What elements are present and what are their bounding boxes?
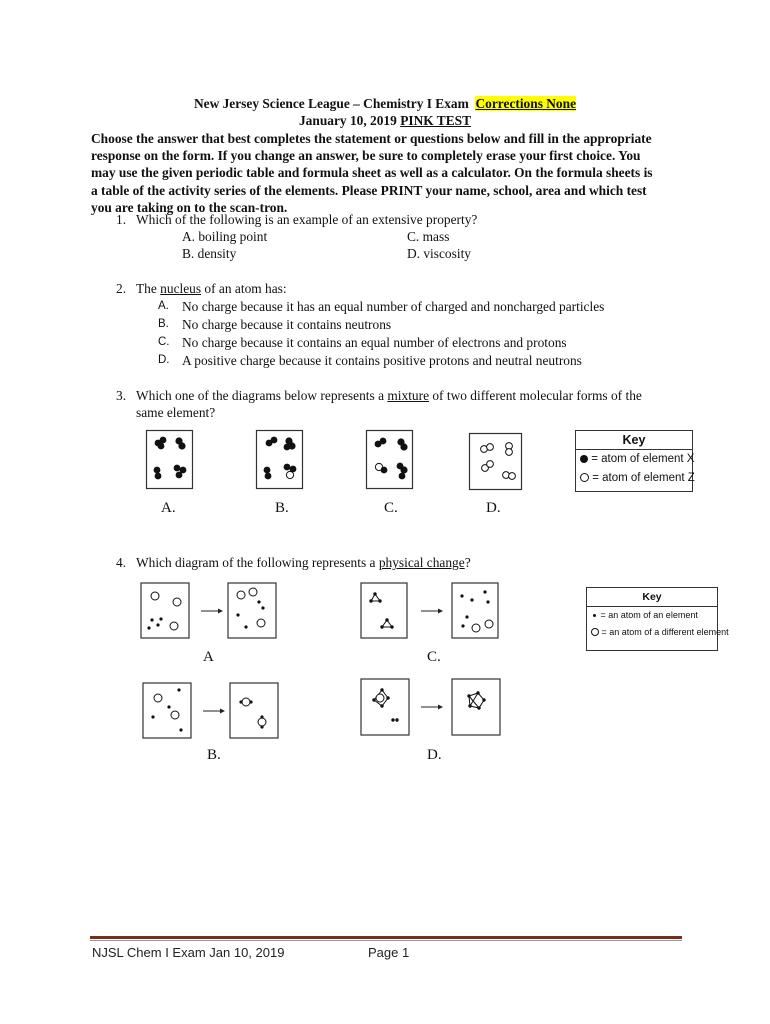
question-text-pre: The xyxy=(136,281,161,296)
diagram-q4-d xyxy=(360,678,502,740)
diagram-label: D. xyxy=(486,500,501,516)
test-color: PINK TEST xyxy=(400,113,472,128)
diagram-q4-a xyxy=(140,582,280,642)
option-letter: D. xyxy=(158,354,170,366)
question-text-pre: Which one of the diagrams below represents a xyxy=(136,388,388,403)
key-row xyxy=(587,624,729,641)
instructions-line: Choose the answer that best completes the statement or questions below and fill in the appropriate xyxy=(91,131,652,146)
option-d: D. viscosity xyxy=(407,246,471,261)
footer-rule-thin xyxy=(90,940,682,941)
key-title: Key xyxy=(576,431,692,450)
question-text-line2: same element? xyxy=(136,405,216,420)
question-text-post: of two different molecular forms of the xyxy=(429,388,642,403)
footer-left: NJSL Chem I Exam Jan 10, 2019 xyxy=(92,945,285,960)
option-text: A positive charge because it contains positive protons and neutral neutrons xyxy=(182,353,582,368)
option-b: B. density xyxy=(182,246,237,261)
key-row xyxy=(576,469,695,487)
key-z-text: = atom of element Z xyxy=(592,472,695,484)
question-text xyxy=(136,281,287,297)
diagram-q4-b xyxy=(142,682,282,742)
key-row xyxy=(587,607,717,624)
dot-icon xyxy=(593,614,596,617)
option-text: No charge because it has an equal number of charged and noncharged particles xyxy=(182,299,605,314)
diagram-label: B. xyxy=(275,500,289,516)
diagram-label: C. xyxy=(384,500,398,516)
diagram-label: A xyxy=(203,649,214,665)
instructions-line: may use the given periodic table and formula sheet as well as a calculator. On the formula sheets is xyxy=(91,165,653,181)
diagram-d xyxy=(469,433,523,491)
corrections-badge: Corrections None xyxy=(475,96,577,111)
footer-rule xyxy=(90,936,682,939)
key-title: Key xyxy=(587,588,717,607)
option-letter: A. xyxy=(158,300,169,312)
exam-date-line xyxy=(0,113,770,129)
option-text: No charge because it contains an equal number of electrons and protons xyxy=(182,335,567,350)
diagram-label: C. xyxy=(427,649,441,665)
diagram-c xyxy=(366,430,414,490)
question-text-post: of an atom has: xyxy=(201,281,287,296)
exam-title-text: New Jersey Science League – Chemistry I Exam xyxy=(193,96,469,111)
question-number: 3. xyxy=(116,388,127,403)
option-letter: C. xyxy=(158,336,170,348)
key-box xyxy=(586,587,729,651)
open-circle-icon xyxy=(591,628,599,636)
exam-date: January 10, 2019 xyxy=(298,113,397,128)
diagram-q4-c xyxy=(360,582,502,642)
open-circle-icon xyxy=(580,473,589,482)
exam-title xyxy=(0,96,770,112)
question-number: 1. xyxy=(116,212,127,227)
question-text xyxy=(136,555,471,571)
question-text xyxy=(136,388,642,404)
filled-circle-icon xyxy=(580,455,588,463)
instructions xyxy=(91,130,653,216)
option-text: No charge because it contains neutrons xyxy=(182,317,392,332)
question-number: 2. xyxy=(116,281,127,296)
question-term: mixture xyxy=(387,388,430,403)
diagram-label: A. xyxy=(161,500,176,516)
diagram-label: B. xyxy=(207,747,221,763)
key-circle-text: = an atom of a different element xyxy=(601,627,729,637)
question-text: Which of the following is an example of an extensive property? xyxy=(136,212,478,227)
question-term: nucleus xyxy=(160,281,202,296)
page-number: Page 1 xyxy=(368,945,410,960)
diagram-a xyxy=(146,430,194,490)
option-a: A. boiling point xyxy=(182,229,268,244)
question-term: physical change xyxy=(378,555,465,570)
question-text-pre: Which diagram of the following represents a xyxy=(136,555,379,570)
diagram-label: D. xyxy=(427,747,442,763)
instructions-line: response on the form. If you change an answer, be sure to completely erase your first choice. You xyxy=(91,148,641,164)
instructions-line: a table of the activity series of the elements. Please PRINT your name, school, area and which test xyxy=(91,182,647,198)
diagram-b xyxy=(256,430,304,490)
key-dot-text: = an atom of an element xyxy=(600,610,698,620)
key-box xyxy=(575,430,693,492)
instructions-line: you are taking on to the scan-tron. xyxy=(91,199,288,215)
option-c: C. mass xyxy=(407,229,450,244)
option-letter: B. xyxy=(158,318,169,330)
question-text-post: ? xyxy=(464,555,471,570)
question-number: 4. xyxy=(116,555,127,570)
key-x-text: = atom of element X xyxy=(591,453,695,465)
key-row xyxy=(576,450,695,469)
